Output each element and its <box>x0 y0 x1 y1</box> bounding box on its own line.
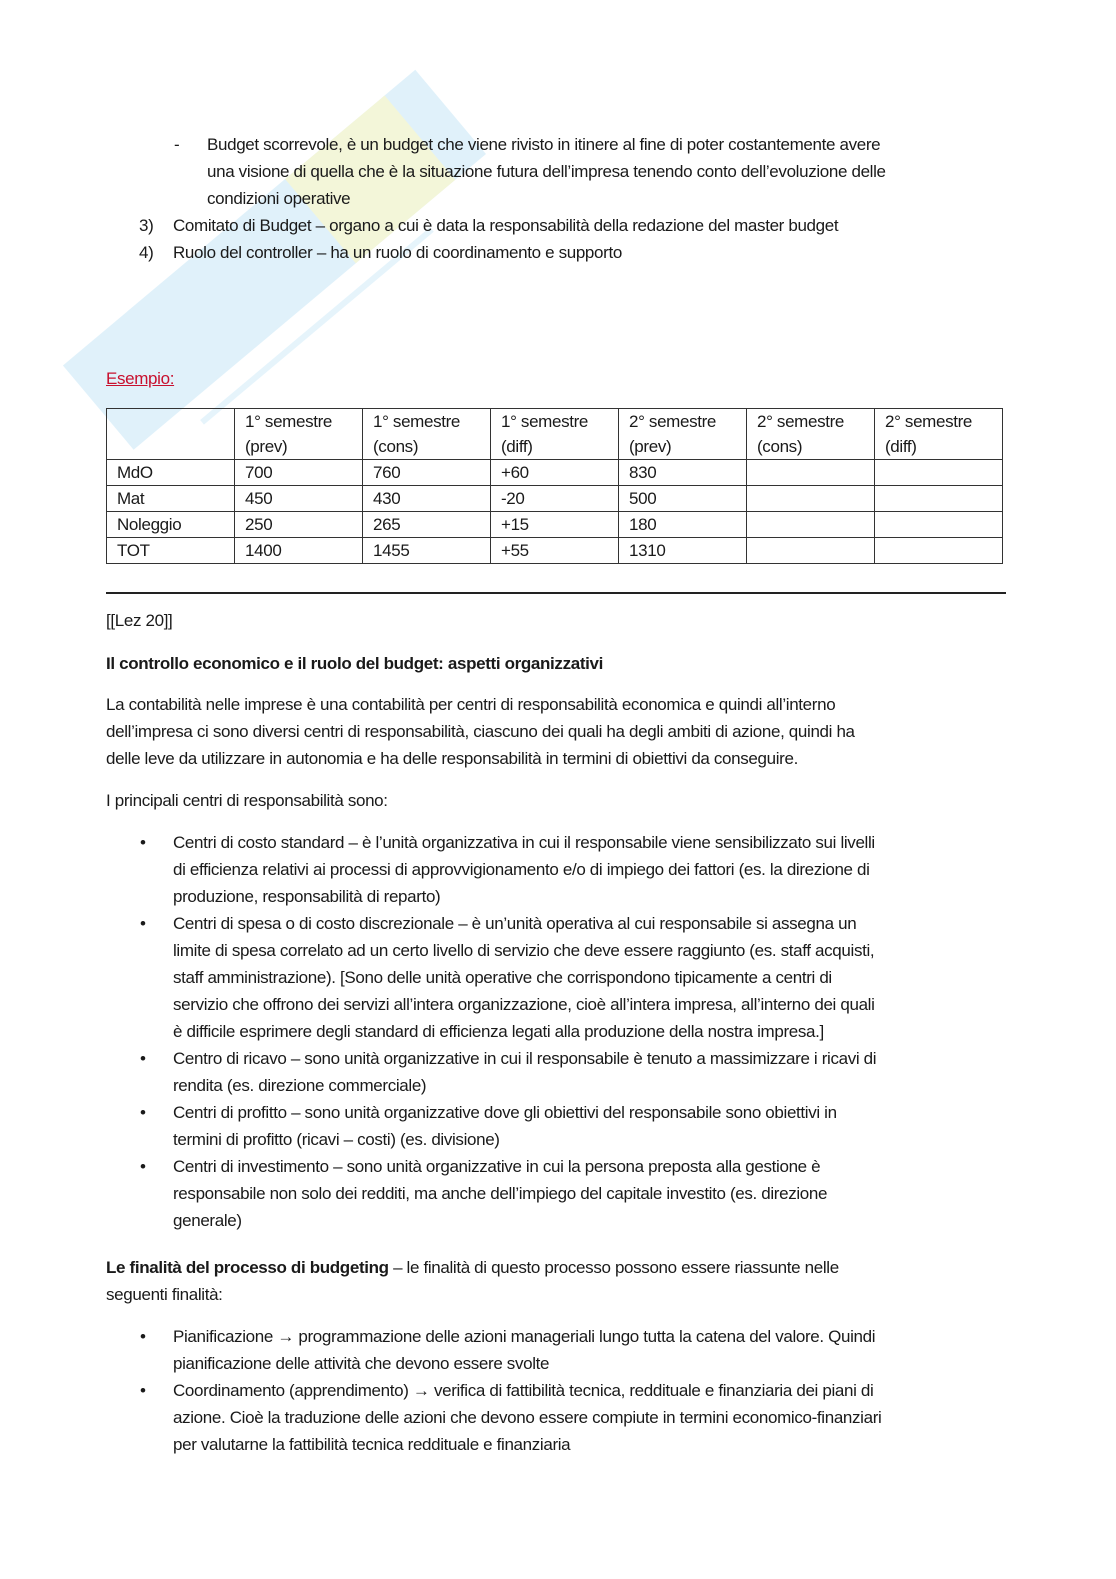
finalita-paragraph <box>106 1254 839 1308</box>
table-row <box>107 538 1003 564</box>
list-marker: • <box>140 1157 146 1176</box>
list-item-line: una visione di quella che è la situazione futura dell’impresa tenendo conto dell’evoluzione delle <box>207 162 886 181</box>
table-cell: +15 <box>491 512 619 538</box>
table-cell: 180 <box>619 512 747 538</box>
list-item-line: Centro di ricavo – sono unità organizzative in cui il responsabile è tenuto a massimizzare i ricavi di <box>173 1049 877 1068</box>
list-marker: • <box>140 833 146 852</box>
table-cell: TOT <box>107 538 235 564</box>
list-item-line: staff amministrazione). [Sono delle unità operative che corrispondono tipicamente a centri di <box>173 968 832 987</box>
table-cell <box>747 538 875 564</box>
list-item-line: Coordinamento (apprendimento) → verifica di fattibilità tecnica, reddituale e finanziaria dei piani di <box>173 1381 874 1400</box>
list-item-text <box>173 829 875 910</box>
list-marker: • <box>140 1327 146 1346</box>
table-cell <box>875 538 1003 564</box>
list-item-line: produzione, responsabilità di reparto) <box>173 887 441 906</box>
table-cell: 265 <box>363 512 491 538</box>
header-text: 2° semestre <box>885 412 973 431</box>
list-item <box>0 910 876 1045</box>
table-cell: +60 <box>491 460 619 486</box>
header-text: 1° semestre <box>245 412 333 431</box>
list-marker: • <box>140 1381 146 1400</box>
table-header-row <box>107 409 1003 460</box>
finalita-text: – le finalità di questo processo possono essere riassunte nelle <box>388 1258 839 1277</box>
finalita-title: Le finalità del processo di budgeting <box>106 1258 389 1277</box>
list-marker: - <box>174 135 180 154</box>
table-cell: 830 <box>619 460 747 486</box>
header-text: (prev) <box>245 437 288 456</box>
table-cell: 1400 <box>235 538 363 564</box>
list-item <box>0 212 886 239</box>
paragraph-2: I principali centri di responsabilità sono: <box>106 791 388 810</box>
table-cell: 430 <box>363 486 491 512</box>
header-cell <box>619 409 747 460</box>
list-item-text <box>173 212 838 239</box>
list-item-text <box>173 239 622 266</box>
header-cell <box>107 409 235 460</box>
header-text: (diff) <box>885 437 917 456</box>
list-item-line: Centri di costo standard – è l’unità organizzativa in cui il responsabile viene sensibilizzato sui livelli <box>173 833 875 852</box>
list-item-text <box>173 1323 875 1377</box>
table-cell <box>875 460 1003 486</box>
header-text: (cons) <box>757 437 803 456</box>
table-cell: Noleggio <box>107 512 235 538</box>
table-cell: 700 <box>235 460 363 486</box>
table-cell: 1310 <box>619 538 747 564</box>
list-item-line: Centri di spesa o di costo discrezionale – è un’unità operativa al cui responsabile si assegna un <box>173 914 857 933</box>
table-cell: MdO <box>107 460 235 486</box>
list-marker: • <box>140 914 146 933</box>
header-text: 2° semestre <box>757 412 845 431</box>
list-item-line: di efficienza relativi ai processi di approvvigionamento e/o di impiego dei fattori (es. la direzione di <box>173 860 870 879</box>
table-cell <box>747 486 875 512</box>
list-item <box>0 1377 881 1458</box>
list-item-text <box>173 1377 881 1458</box>
table-row <box>107 512 1003 538</box>
list-item-line: pianificazione delle attività che devono essere svolte <box>173 1354 550 1373</box>
header-cell <box>363 409 491 460</box>
header-cell <box>491 409 619 460</box>
list-item-line: è difficile esprimere degli standard di efficienza legati alla produzione della nostra impresa.] <box>173 1022 824 1041</box>
table-row <box>107 460 1003 486</box>
header-cell <box>875 409 1003 460</box>
budget-table <box>106 408 1003 564</box>
table-cell: +55 <box>491 538 619 564</box>
table-cell: 1455 <box>363 538 491 564</box>
list-item-line: Pianificazione → programmazione delle azioni manageriali lungo tutta la catena del valore. Quindi <box>173 1327 876 1346</box>
table-cell: 760 <box>363 460 491 486</box>
header-cell <box>747 409 875 460</box>
finalita-list <box>0 1323 881 1458</box>
table-cell <box>747 460 875 486</box>
list-marker: 3) <box>139 216 154 235</box>
list-marker: • <box>140 1049 146 1068</box>
list-item <box>0 131 886 212</box>
header-text: 2° semestre <box>629 412 717 431</box>
example-label: Esempio: <box>106 369 175 388</box>
list-item-line: Budget scorrevole, è un budget che viene rivisto in itinere al fine di poter costantemente avere <box>207 135 881 154</box>
list-item <box>0 829 876 910</box>
list-item-line: servizio che offrono dei servizi all’intera organizzazione, cioè all’intera impresa, all’interno dei quali <box>173 995 875 1014</box>
list-item-text <box>173 1045 876 1099</box>
table-cell <box>747 512 875 538</box>
list-item <box>0 1045 876 1099</box>
list-item-text <box>173 1153 827 1234</box>
list-item-text <box>207 131 886 212</box>
list-item-line: Centri di investimento – sono unità organizzative in cui la persona preposta alla gestione è <box>173 1157 821 1176</box>
table-cell: Mat <box>107 486 235 512</box>
intro-list <box>0 131 886 266</box>
list-item <box>0 1099 876 1153</box>
list-item <box>0 1323 881 1377</box>
table-cell <box>875 512 1003 538</box>
paragraph-1 <box>106 691 855 772</box>
table-cell: 500 <box>619 486 747 512</box>
header-text: 1° semestre <box>373 412 461 431</box>
list-item-line: limite di spesa correlato ad un certo livello di servizio che deve essere raggiunto (es. staff acquisti, <box>173 941 875 960</box>
list-marker: 4) <box>139 243 154 262</box>
list-marker: • <box>140 1103 146 1122</box>
list-item-line: Ruolo del controller – ha un ruolo di coordinamento e supporto <box>173 243 622 262</box>
list-item-line: generale) <box>173 1211 242 1230</box>
header-cell <box>235 409 363 460</box>
list-item-text <box>173 910 875 1045</box>
table-cell <box>875 486 1003 512</box>
list-item <box>0 1153 876 1234</box>
table-cell: -20 <box>491 486 619 512</box>
list-item <box>0 239 886 266</box>
header-text: (prev) <box>629 437 672 456</box>
list-item-line: Comitato di Budget – organo a cui è data la responsabilità della redazione del master budget <box>173 216 839 235</box>
paragraph-line: dell’impresa ci sono diversi centri di responsabilità, ciascuno dei quali ha degli ambiti di azione, quindi ha <box>106 722 855 741</box>
table-cell: 250 <box>235 512 363 538</box>
header-text: 1° semestre <box>501 412 589 431</box>
header-text: (diff) <box>501 437 533 456</box>
list-item-line: per valutarne la fattibilità tecnica reddituale e finanziaria <box>173 1435 571 1454</box>
list-item-line: azione. Cioè la traduzione delle azioni che devono essere compiute in termini economico-finanziari <box>173 1408 882 1427</box>
finalita-text-2: seguenti finalità: <box>106 1285 223 1304</box>
paragraph-line: delle leve da utilizzare in autonomia e ha delle responsabilità in termini di obiettivi da conseguire. <box>106 749 798 768</box>
table-row <box>107 486 1003 512</box>
section-heading: Il controllo economico e il ruolo del budget: aspetti organizzativi <box>106 654 603 673</box>
list-item-line: responsabile non solo dei redditi, ma anche dell’impiego del capitale investito (es. direzione <box>173 1184 828 1203</box>
centers-list <box>0 829 876 1234</box>
paragraph-line: La contabilità nelle imprese è una contabilità per centri di responsabilità economica e quindi all’interno <box>106 695 836 714</box>
divider <box>106 592 1006 594</box>
header-text: (cons) <box>373 437 419 456</box>
table-cell: 450 <box>235 486 363 512</box>
list-item-line: rendita (es. direzione commerciale) <box>173 1076 427 1095</box>
list-item-line: Centri di profitto – sono unità organizzative dove gli obiettivi del responsabile sono obiettivi in <box>173 1103 837 1122</box>
list-item-line: condizioni operative <box>207 189 351 208</box>
lesson-tag: [[Lez 20]] <box>106 611 173 630</box>
list-item-line: termini di profitto (ricavi – costi) (es. divisione) <box>173 1130 500 1149</box>
list-item-text <box>173 1099 837 1153</box>
